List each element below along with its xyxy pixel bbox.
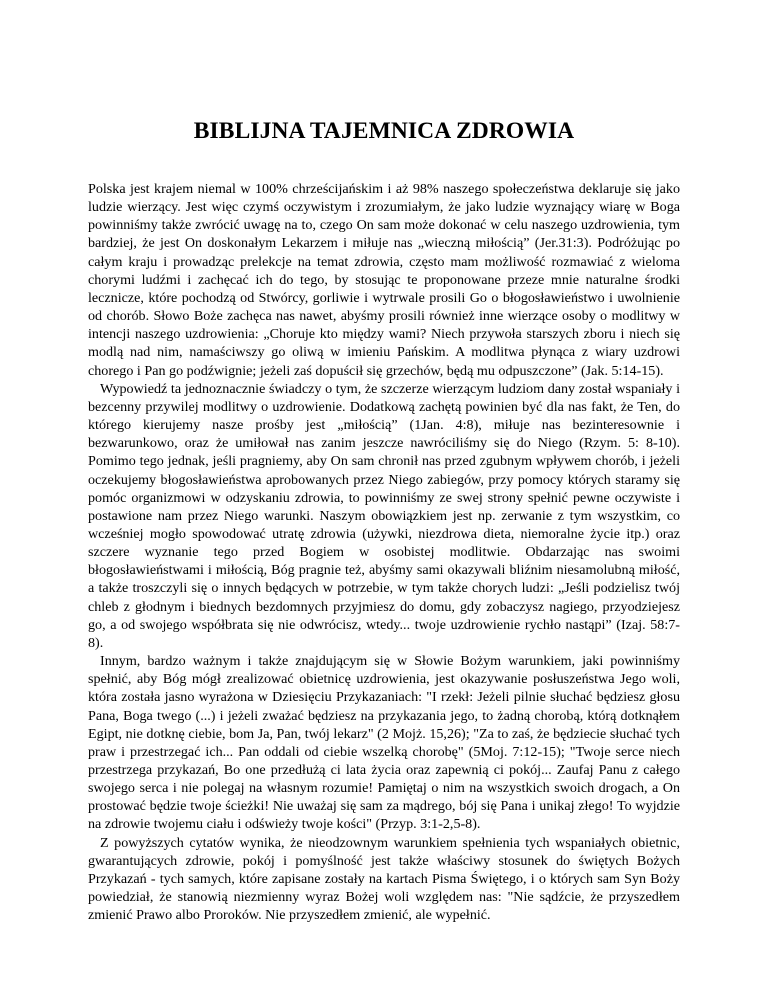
paragraph-1: Polska jest krajem niemal w 100% chrześcijańskim i aż 98% naszego społeczeństwa deklaruje się jako ludzie wierzący. Jest więc czymś oczywistym i zrozumiałym, że jako ludzie wyznający wiarę w Boga powinniśmy także zwrócić uwagę na to, czego On sam może dokonać w celu naszego uzdrowienia, tym bardziej, że jest On doskonałym Lekarzem i miłuje nas „wieczną miłością” (Jer.31:3). Podróżując po całym kraju i prowadząc prelekcje na temat zdrowia, często mam możliwość rozmawiać z wieloma chorymi ludźmi i zachęcać ich do tego, by stosując te proponowane przeze mnie naturalne środki lecznicze, które pochodzą od Stwórcy, gorliwie i wytrwale prosili Go o błogosławieństwo i uwolnienie od chorób. Słowo Boże zachęca nas nawet, abyśmy prosili również inne wierzące osoby o modlitwy w intencji naszego uzdrowienia: „Choruje kto między wami? Niech przywoła starszych zboru i niech się modlą nad nim, namaściwszy go oliwą w imieniu Pańskim. A modlitwa płynąca z wiary uzdrowi chorego i Pan go podźwignie; jeżeli zaś dopuścił się grzechów, będą mu odpuszczone” (Jak. 5:14-15). [88, 181, 680, 379]
document-title: BIBLIJNA TAJEMNICA ZDROWIA [193, 118, 575, 144]
paragraph-2: Wypowiedź ta jednoznacznie świadczy o tym, że szczerze wierzącym ludziom dany został wspaniały i bezcenny przywilej modlitwy o uzdrowienie. Dodatkową zachętą powinien być dla nas fakt, że Ten, do którego kierujemy nasze prośby jest „miłością” (1Jan. 4:8), miłuje nas bezinteresownie i bezwarunkowo, oraz że umiłował nas zanim jeszcze nawróciliśmy się do Niego (Rzym. 5: 8-10). Pomimo tego jednak, jeśli pragniemy, aby On sam chronił nas przed zgubnym wpływem chorób, i jeżeli oczekujemy błogosławieństwa aprobowanych przez Niego zabiegów, przy pomocy których staramy się pomóc organizmowi w odzyskaniu zdrowia, to powinniśmy ze swej strony spełnić pewne oczywiste i postawione nam przez Niego warunki. Naszym obowiązkiem jest np. zerwanie z tym wszystkim, co wcześniej mogło spowodować utratę zdrowia (używki, niezdrowa dieta, niemoralne życie itp.) oraz szczere wyznanie tego przed Bogiem w osobistej modlitwie. Obdarzając nas swoimi błogosławieństwami i miłością, Bóg pragnie też, abyśmy sami okazywali bliźnim niesamolubną miłość, a także troszczyli się o innych będących w potrzebie, w tym także chorych ludzi: „Jeśli podzielisz twój chleb z głodnym i biednych bezdomnych przyjmiesz do domu, gdy zobaczysz nagiego, przyodziejesz go, a od swojego współbrata się nie odwrócisz, wtedy... twoje uzdrowienie rychło nastąpi” (Izaj. 58:7-8). [88, 380, 680, 651]
document-body [88, 180, 680, 924]
paragraph-4: Z powyższych cytatów wynika, że nieodzownym warunkiem spełnienia tych wspaniałych obietnic, gwarantujących zdrowie, pokój i pomyślność jest także właściwy stosunek do świętych Bożych Przykazań - tych samych, które zapisane zostały na kartach Pisma Świętego, i o których sam Syn Boży powiedział, że stanowią niezmienny wyraz Bożej woli względem nas: "Nie sądźcie, że przyszedłem zmienić Prawo albo Proroków. Nie przyszedłem zmienić, ale wypełnić. [88, 834, 680, 924]
paragraph-3: Innym, bardzo ważnym i także znajdującym się w Słowie Bożym warunkiem, jaki powinniśmy spełnić, aby Bóg mógł zrealizować obietnicę uzdrowienia, jest okazywanie posłuszeństwa Jego woli, która została jasno wyrażona w Dziesięciu Przykazaniach: "I rzekł: Jeżeli pilnie słuchać będziesz głosu Pana, Boga twego (...) i jeżeli zważać będziesz na przykazania jego, to żadną chorobą, którą dotknąłem Egipt, nie dotknę ciebie, bom Ja, Pan, twój lekarz" (2 Mojż. 15,26); "Za to zaś, że będziecie słuchać tych praw i przestrzegać ich... Pan oddali od ciebie wszelką chorobę" (5Moj. 7:12-15); "Twoje serce niech przestrzega przykazań, Bo one przedłużą ci lata życia oraz zapewnią ci pokój... Zaufaj Panu z całego swojego serca i nie polegaj na własnym rozumie! Pamiętaj o nim na wszystkich swoich drogach, a On prostować będzie twoje ścieżki! Nie uważaj się sam za mądrego, bój się Pana i unikaj złego! To wyjdzie na zdrowie twojemu ciału i odświeży twoje kości" (Przyp. 3:1-2,5-8). [88, 653, 680, 833]
